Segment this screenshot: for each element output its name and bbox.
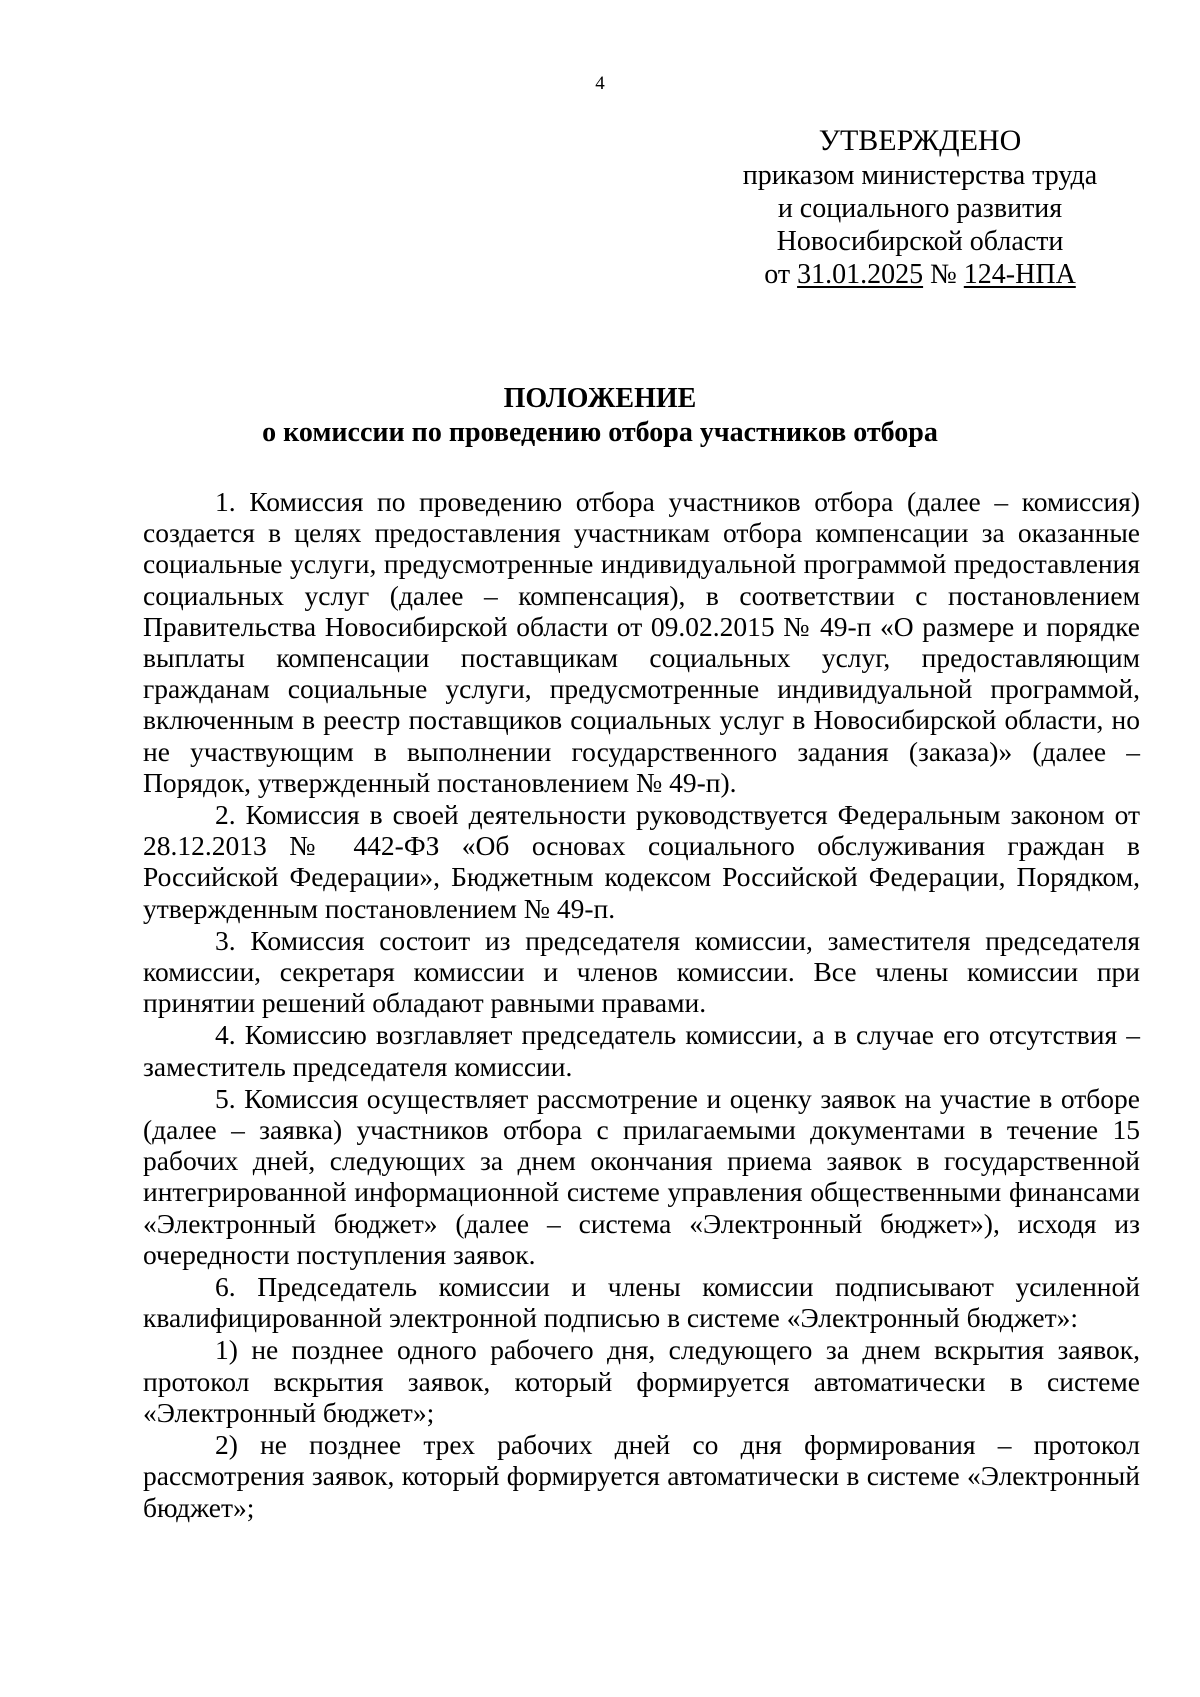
title-subtitle: о комиссии по проведению отбора участников отбора	[262, 417, 938, 448]
paragraph-3: 3. Комиссия состоит из председателя комиссии, заместителя председателя комиссии, секретаря комиссии и членов комиссии. Все члены комиссии при принятии решений обладают равными правами.	[143, 924, 1140, 1019]
paragraph-6: 6. Председатель комиссии и члены комиссии подписывают усиленной квалифицированной электронной подписью в системе «Электронный бюджет»:	[143, 1271, 1140, 1334]
title-main: ПОЛОЖЕНИЕ	[503, 383, 697, 414]
paragraph-2: 2. Комиссия в своей деятельности руководствуется Федеральным законом от 28.12.2013 № 442-ФЗ «Об основах социального обслуживания граждан в Российской Федерации», Бюджетным кодексом Российской Федерации, Порядком, утвержденным постановлением № 49-п.	[143, 799, 1140, 924]
approval-date: 31.01.2025	[797, 259, 924, 290]
approval-heading: УТВЕРЖДЕНО	[818, 124, 1022, 157]
approval-line-3: Новосибирской области	[776, 226, 1064, 257]
page-number: 4	[595, 73, 605, 94]
paragraph-5: 5. Комиссия осуществляет рассмотрение и оценку заявок на участие в отборе (далее – заявка) участников отбора с прилагаемыми документами в течение 15 рабочих дней, следующих за днем окончания приема заявок в государственной интегрированной информационной системе управления общественными финансами «Электронный бюджет» (далее – система «Электронный бюджет»), исходя из очередности поступления заявок.	[143, 1082, 1140, 1270]
approval-stamp	[720, 124, 1120, 291]
approval-number-sign: №	[930, 259, 957, 290]
paragraph-1: 1. Комиссия по проведению отбора участников отбора (далее – комиссия) создается в целях предоставления участникам отбора компенсации за оказанные социальные услуги, предусмотренные индивидуальной программой предоставления социальных услуг (далее – компенсация), в соответствии с постановлением Правительства Новосибирской области от 09.02.2015 № 49-п «О размере и порядке выплаты компенсации поставщикам социальных услуг, предоставляющим гражданам социальные услуги, предусмотренные индивидуальной программой, включенным в реестр поставщиков социальных услуг в Новосибирской области, но не участвующим в выполнении государственного задания (заказа)» (далее – Порядок, утвержденный постановлением № 49-п).	[143, 486, 1140, 798]
subparagraph-1: 1) не позднее одного рабочего дня, следующего за днем вскрытия заявок, протокол вскрытия заявок, который формируется автоматически в системе «Электронный бюджет»;	[143, 1334, 1140, 1428]
approval-number: 124-НПА	[963, 259, 1076, 290]
paragraph-4: 4. Комиссию возглавляет председатель комиссии, а в случае его отсутствия – заместитель председателя комиссии.	[143, 1019, 1140, 1082]
subparagraph-2: 2) не позднее трех рабочих дней со дня формирования – протокол рассмотрения заявок, который формируется автоматически в системе «Электронный бюджет»;	[143, 1429, 1140, 1523]
approval-line-1: приказом министерства труда	[742, 160, 1098, 191]
approval-date-prefix: от	[764, 259, 791, 290]
document-body	[143, 486, 1140, 1523]
document-title	[0, 382, 1200, 450]
approval-line-2: и социального развития	[777, 193, 1063, 224]
approval-date-line	[720, 258, 1120, 291]
